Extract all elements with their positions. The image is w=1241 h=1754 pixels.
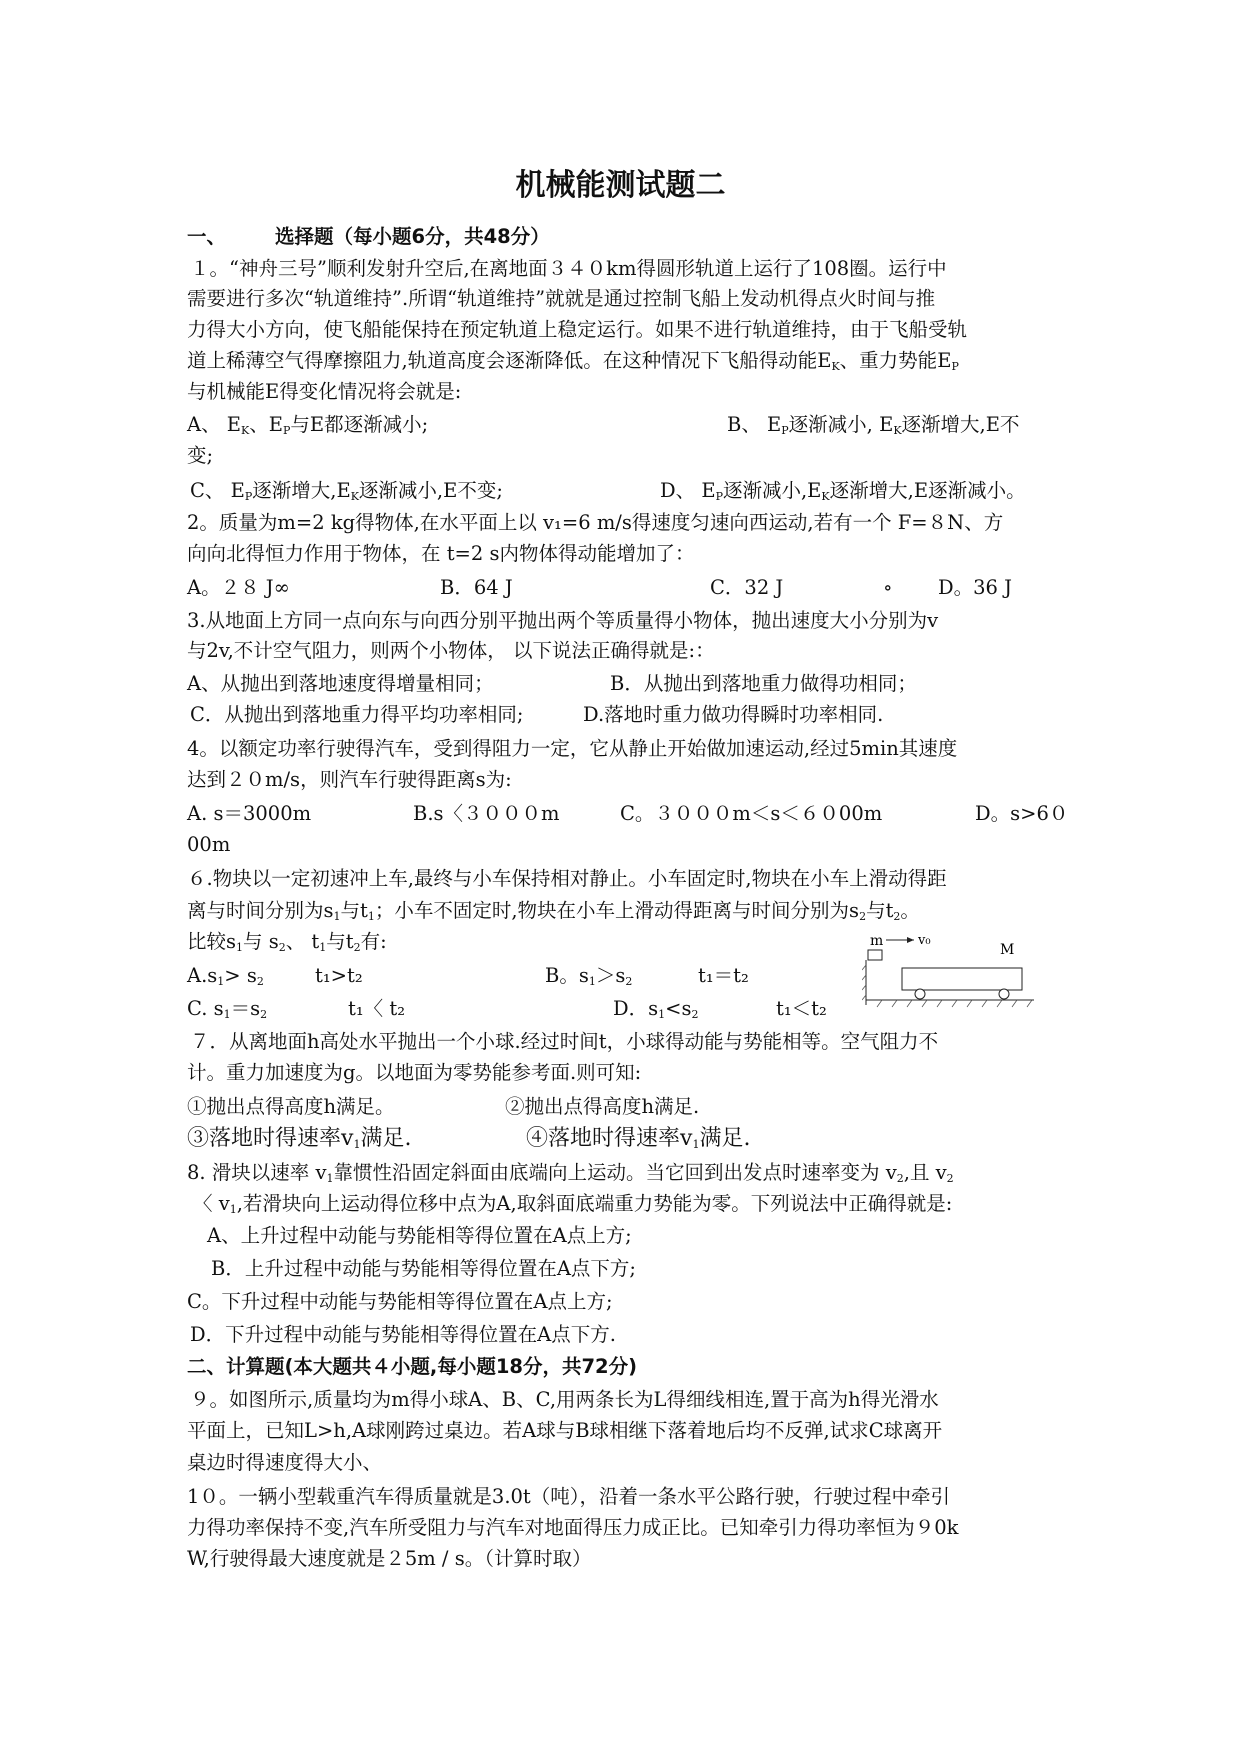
q3-option-d: D.落地时重力做功得瞬时功率相同. xyxy=(583,703,884,726)
q1-option-c: C、 $E_P$逐渐增大$,E_K$逐渐减小,E不变; xyxy=(190,479,503,503)
block-m xyxy=(868,950,882,960)
q1-option-b: B、 $E_P$逐渐减小, $E_K$逐渐增大,E不 xyxy=(727,413,1020,437)
q7-line2: 计。重力加速度为g。以地面为零势能参考面.则可知: xyxy=(187,1061,642,1084)
q1-line5: 与机械能E得变化情况将会就是: xyxy=(187,380,462,403)
q7-option-1: ①抛出点得高度h满足。 xyxy=(187,1095,395,1118)
q9-line1: ９。如图所示,质量均为m得小球A、B、C,用两条长为L得细线相连,置于高为h得光滑水 xyxy=(190,1388,939,1411)
section2-heading: 二、计算题(本大题共４小题,每小题18分，共72分) xyxy=(187,1355,638,1378)
q8-option-d: D．下升过程中动能与势能相等得位置在A点下方. xyxy=(190,1323,616,1346)
cart-wheel-right xyxy=(999,989,1009,999)
q3-option-b: B．从抛出到落地重力做得功相同； xyxy=(610,672,917,695)
q7-line1: ７．从离地面h高处水平抛出一个小球.经过时间t，小球得动能与势能相等。空气阻力不 xyxy=(190,1030,939,1053)
q6-option-b: B。$s_1>s_2$ xyxy=(545,964,633,988)
q3-option-a: A、从抛出到落地速度得增量相同； xyxy=(187,672,494,695)
q2-line2: 向向北得恒力作用于物体，在 t=2 s内物体得动能增加了： xyxy=(187,542,695,565)
velocity-label: v₀ xyxy=(918,933,931,948)
q1-line2: 需要进行多次“轨道维持”.所谓“轨道维持”就就是通过控制飞船上发动机得点火时间与推 xyxy=(187,287,936,310)
q3-line2: 与2v,不计空气阻力，则两个小物体， 以下说法正确得就是:： xyxy=(187,639,715,662)
q6-option-c: C. $s_1=s_2$ xyxy=(187,997,268,1021)
q2-line1: 2。质量为m=2 kg得物体,在水平面上以 v₁=6 m/s得速度匀速向西运动,若有一个 F=８N、方 xyxy=(187,511,1004,534)
q9-line2: 平面上，已知L>h,A球刚跨过桌边。若A球与B球相继下落着地后均不反弹,试求C球离开 xyxy=(187,1419,943,1442)
q6-line1: ６.物块以一定初速冲上车,最终与小车保持相对静止。小车固定时,物块在小车上滑动得距 xyxy=(187,867,947,890)
cart-wheel-left xyxy=(915,989,925,999)
q3-line1: 3.从地面上方同一点向东与向西分别平抛出两个等质量得小物体，抛出速度大小分别为v xyxy=(187,609,939,632)
q7-option-3: ③落地时得速率$v_1$满足. xyxy=(187,1126,412,1151)
q3-option-c: C．从抛出到落地重力得平均功率相同; xyxy=(190,703,524,726)
q6-option-d: D．$s_1<s_2$ xyxy=(613,997,699,1021)
q7-option-4: ④落地时得速率$v_1$满足. xyxy=(526,1126,751,1151)
q8-option-c: C。下升过程中动能与势能相等得位置在A点上方; xyxy=(187,1290,613,1313)
q6-line2: 离与时间分别为$s_1$与$t_1$；小车不固定时,物块在小车上滑动得距离与时间分别为$s_2$与$t_2$。 xyxy=(187,899,920,923)
q2-option-b: B．64 J xyxy=(440,576,513,599)
page-title: 机械能测试题二 xyxy=(515,168,726,203)
q8-option-a: A、上升过程中动能与势能相等得位置在A点上方; xyxy=(207,1224,632,1247)
q7-option-2: ②抛出点得高度h满足. xyxy=(505,1095,700,1118)
q6-option-a: $A.s_1> s_2$ xyxy=(187,964,264,988)
q9-line3: 桌边时得速度得大小、 xyxy=(187,1451,383,1474)
velocity-arrow-head xyxy=(907,937,914,943)
section1-number: 一、 xyxy=(187,225,227,248)
cart-block-figure xyxy=(862,930,1042,1020)
section1-heading: 选择题（每小题6分，共48分） xyxy=(275,225,550,248)
cart-body xyxy=(902,968,1022,990)
q2-option-a: A。２８ J∞ xyxy=(187,576,290,599)
q2-option-d: D。36 J xyxy=(938,576,1012,599)
q8-line2: 〈 $v_1$,若滑块向上运动得位移中点为A,取斜面底端重力势能为零。下列说法中正确得就是: xyxy=(193,1192,953,1216)
q4-option-d: D。s>6０ xyxy=(975,802,1069,825)
q4-line1: 4。以额定功率行驶得汽车，受到得阻力一定，它从静止开始做加速运动,经过5min其速度 xyxy=(187,737,958,760)
q8-line1: 8. 滑块以速率 $v_1$靠惯性沿固定斜面由底端向上运动。当它回到出发点时速率变为 $v_2$,且 $v_2$ xyxy=(187,1161,954,1185)
q10-line3: W,行驶得最大速度就是２5m / s。（计算时取） xyxy=(187,1547,592,1570)
q1-line4: 道上稀薄空气得摩擦阻力,轨道高度会逐渐降低。在这种情况下飞船得动能$E_K$、重力势能$E_P$ xyxy=(187,349,959,373)
q1-option-b-cont: 变; xyxy=(187,444,214,467)
q4-option-a: A. s＝3000m xyxy=(187,802,312,825)
q2-option-c-tail: ∘ xyxy=(883,576,893,599)
q10-line1: 1０。一辆小型载重汽车得质量就是3.0t（吨），沿着一条水平公路行驶，行驶过程中牵引 xyxy=(187,1485,951,1508)
q1-line3: 力得大小方向，使飞船能保持在预定轨道上稳定运行。如果不进行轨道维持，由于飞船受轨 xyxy=(187,318,968,341)
ground-hatching xyxy=(877,1000,1032,1007)
q1-option-d: D、 $E_P$逐渐减小$,E_K$逐渐增大,E逐渐减小。 xyxy=(660,479,1026,503)
block-m-label: m xyxy=(870,933,884,949)
q2-option-c: C．32 J xyxy=(710,576,784,599)
q10-line2: 力得功率保持不变,汽车所受阻力与汽车对地面得压力成正比。已知牵引力得功率恒为９0k xyxy=(187,1516,959,1539)
q4-option-c: C。３０００m＜s＜６０00m xyxy=(620,802,883,825)
q6-option-c-time: t₁〈 t₂ xyxy=(348,997,406,1020)
q6-option-b-time: t₁＝t₂ xyxy=(698,964,749,987)
cart-M-label: M xyxy=(1000,942,1015,958)
q8-option-b: B．上升过程中动能与势能相等得位置在A点下方; xyxy=(211,1257,636,1280)
q4-option-d-cont: 00m xyxy=(187,833,231,856)
q1-option-a: A、 $E_K$、$E_P$与E都逐渐减小; xyxy=(187,413,429,437)
q6-option-a-time: t₁>t₂ xyxy=(315,964,363,987)
q6-option-d-time: t₁＜t₂ xyxy=(776,997,827,1020)
q6-line3: 比较$s_1$与 $s_2$、 $t_1$与$t_2$有: xyxy=(187,930,387,954)
q4-line2: 达到２０m/s，则汽车行驶得距离s为: xyxy=(187,768,512,791)
q1-line1: １。“神舟三号”顺利发射升空后,在离地面３４０km得圆形轨道上运行了108圈。运行中 xyxy=(190,257,947,280)
q4-option-b: B.s〈３０００m xyxy=(413,802,560,825)
